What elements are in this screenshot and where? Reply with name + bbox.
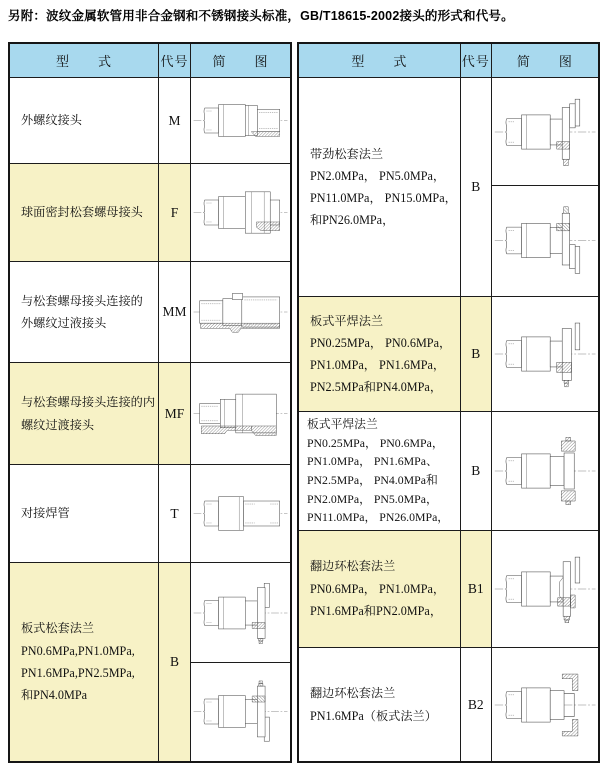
fitting-diagram-cell — [190, 164, 291, 262]
neck-loose-flange-up-diagram — [492, 189, 598, 292]
fitting-code-cell: B — [159, 563, 191, 762]
plate-loose-flange-up-diagram — [191, 666, 290, 757]
plate-loose-flange-down-diagram — [191, 567, 290, 659]
fitting-type-line: 和PN4.0MPa — [21, 687, 88, 702]
table-row — [298, 412, 599, 531]
fitting-type-line: 对接焊管 — [21, 506, 70, 521]
fitting-type-line: PN0.25MPa， PN0.6MPa， — [306, 435, 444, 450]
fitting-type-cell — [298, 297, 460, 412]
diagram-header: 简 图 — [491, 43, 599, 78]
fitting-code-cell: B — [460, 412, 491, 531]
fitting-diagram-cell — [190, 262, 291, 363]
fitting-code-cell: T — [159, 465, 191, 563]
double-male-adapter-diagram — [191, 266, 290, 358]
table-row — [298, 647, 599, 762]
fitting-code-cell: B — [460, 297, 491, 412]
table-row — [298, 530, 599, 647]
fitting-diagram-cell — [491, 530, 599, 647]
fitting-type-line: PN0.6MPa,PN1.0MPa, — [21, 643, 135, 658]
fitting-diagram-cell — [190, 465, 291, 563]
fitting-type-line: 翻边环松套法兰 — [309, 686, 396, 701]
fitting-type-line: PN11.0MPa， PN26.0MPa， — [306, 510, 450, 525]
male-female-adapter-diagram — [191, 367, 290, 460]
neck-loose-flange-down-diagram — [492, 82, 598, 182]
plate-weld-flange-both-diagram — [492, 417, 598, 525]
fitting-diagram-cell — [491, 647, 599, 762]
fitting-type-cell — [298, 78, 460, 297]
fitting-type-cell — [9, 164, 159, 262]
fitting-type-line: PN2.5MPa和PN4.0MPa， — [309, 380, 443, 395]
fitting-type-line: PN1.0MPa， PN1.6MPa、 — [306, 454, 438, 469]
fitting-code-cell: MM — [159, 262, 191, 363]
flared-ring-loose-flange-diagram — [492, 535, 598, 643]
fitting-type-cell — [298, 412, 460, 531]
fitting-diagram-cell — [491, 78, 599, 297]
fitting-type-line: 板式平焊法兰 — [306, 417, 378, 431]
fitting-type-cell — [9, 78, 159, 164]
table-row — [9, 78, 291, 164]
fitting-code-cell: M — [159, 78, 191, 164]
fitting-type-line: PN1.6MPa,PN2.5MPa, — [21, 665, 135, 680]
fitting-type-cell — [9, 262, 159, 363]
code-header: 代号 — [159, 43, 191, 78]
fitting-code-cell: F — [159, 164, 191, 262]
fitting-type-line: 球面密封松套螺母接头 — [21, 205, 143, 220]
fitting-type-line: PN1.6MPa（板式法兰） — [309, 708, 437, 723]
fitting-type-line: 与松套螺母接头连接的内 — [21, 395, 156, 410]
spherical-loose-nut-joint-diagram — [191, 168, 290, 257]
fitting-type-line: PN0.25MPa， PN0.6MPa， — [309, 335, 452, 350]
table-row — [9, 164, 291, 262]
fitting-code-cell: MF — [159, 363, 191, 465]
fitting-diagram-cell — [190, 363, 291, 465]
fitting-code-cell: B1 — [460, 530, 491, 647]
fitting-type-line: 外螺纹过液接头 — [21, 316, 107, 330]
male-thread-joint-diagram — [191, 82, 290, 159]
table-row — [9, 563, 291, 762]
fitting-type-line: PN2.0MPa， PN5.0MPa， — [306, 491, 438, 506]
fitting-diagram-cell — [491, 412, 599, 531]
fitting-type-line: 与松套螺母接头连接的 — [21, 293, 143, 308]
fitting-type-line: 螺纹过渡接头 — [21, 417, 95, 432]
fitting-type-line: 板式松套法兰 — [21, 621, 95, 636]
fitting-type-cell — [298, 530, 460, 647]
table-row — [9, 262, 291, 363]
table-row — [298, 297, 599, 412]
fitting-type-cell — [9, 363, 159, 465]
fitting-type-line: 板式平焊法兰 — [309, 313, 384, 328]
fitting-type-line: PN1.0MPa， PN1.6MPa， — [309, 358, 446, 372]
fitting-type-line: 和PN26.0MPa， — [309, 213, 395, 228]
fitting-type-line: PN0.6MPa， PN1.0MPa， — [309, 581, 446, 596]
fitting-type-line: 外螺纹接头 — [21, 113, 82, 128]
diagram-header: 简 图 — [190, 43, 291, 78]
fitting-type-line: PN11.0MPa， PN15.0MPa， — [309, 191, 457, 205]
fitting-type-line: PN1.6MPa和PN2.0MPa， — [309, 603, 443, 618]
fitting-table-right — [297, 42, 600, 763]
fitting-code-cell: B2 — [460, 647, 491, 762]
code-header: 代号 — [460, 43, 491, 78]
type-header: 型 式 — [298, 43, 460, 78]
table-row — [9, 363, 291, 465]
page-title: 另附：波纹金属软管用非合金钢和不锈钢接头标准，GB/T18615-2002接头的形式和代号。 — [8, 9, 514, 23]
table-row — [298, 78, 599, 297]
fitting-type-cell — [298, 647, 460, 762]
flared-ring-plate-flange-diagram — [492, 652, 598, 758]
butt-weld-pipe-diagram — [191, 469, 290, 558]
fitting-type-cell — [9, 465, 159, 563]
fitting-tables — [8, 42, 600, 763]
table-row — [9, 465, 291, 563]
plate-weld-flange-diagram — [492, 301, 598, 407]
fitting-code-cell: B — [460, 78, 491, 297]
fitting-table-left — [8, 42, 292, 763]
fitting-type-cell — [9, 563, 159, 762]
fitting-diagram-cell — [190, 563, 291, 762]
type-header: 型 式 — [9, 43, 159, 78]
fitting-type-line: PN2.0MPa， PN5.0MPa， — [309, 168, 446, 183]
fitting-diagram-cell — [491, 297, 599, 412]
fitting-type-line: PN2.5MPa， PN4.0MPa和 — [306, 472, 438, 487]
fitting-type-line: 翻边环松套法兰 — [309, 559, 396, 574]
fitting-type-line: 带劲松套法兰 — [309, 146, 384, 161]
fitting-diagram-cell — [190, 78, 291, 164]
